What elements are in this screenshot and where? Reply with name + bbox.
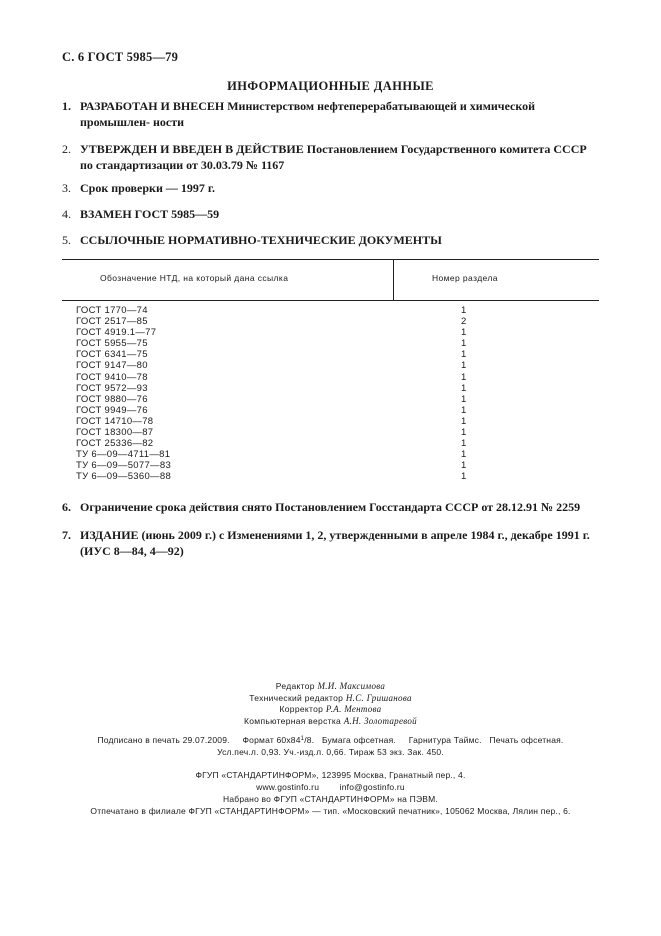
row-section: 1 <box>461 349 467 361</box>
credit-editor: Редактор М.И. Максимова <box>275 681 386 691</box>
item-number: 2. <box>62 142 71 156</box>
table-row <box>62 471 599 482</box>
row-document: ГОСТ 2517—85 <box>76 316 148 328</box>
item-number: 5. <box>62 233 71 247</box>
publisher-imprint <box>0 769 661 817</box>
item-text: — 1997 г. <box>165 181 215 195</box>
table-top-rule <box>62 259 599 260</box>
row-document: ГОСТ 9949—76 <box>76 404 148 416</box>
page-header: С. 6 ГОСТ 5985—79 <box>62 50 179 64</box>
table-row <box>62 438 599 449</box>
table-row <box>62 405 599 416</box>
table-row <box>62 305 599 316</box>
row-document: ТУ 6—09—5360—88 <box>76 471 172 483</box>
section-title: ИНФОРМАЦИОННЫЕ ДАННЫЕ <box>227 79 434 93</box>
info-item-5 <box>62 232 602 248</box>
credit-layout: Компьютерная верстка А.Н. Золотаревой <box>244 715 417 726</box>
credit-corrector: Корректор Р.А. Ментова <box>279 704 382 714</box>
row-document: ГОСТ 5955—75 <box>76 338 148 350</box>
table-row <box>62 338 599 349</box>
table-row <box>62 383 599 394</box>
imprint-printed: Отпечатано в филиале ФГУП «СТАНДАРТИНФОРМ» — тип. «Московский печатник», 105062 Москва, Лялин пер., 6. <box>90 806 571 816</box>
item-number: 1. <box>62 99 71 113</box>
info-item-7 <box>62 527 602 559</box>
row-section: 1 <box>461 393 467 405</box>
print-line-2: Усл.печ.л. 0,93. Уч.-изд.л. 0,66. Тираж 53 экз. Зак. 450. <box>217 747 444 757</box>
row-document: ТУ 6—09—5077—83 <box>76 460 172 472</box>
table-row <box>62 316 599 327</box>
item-number: 6. <box>62 500 71 514</box>
info-item-4 <box>62 206 602 222</box>
row-section: 1 <box>461 371 467 383</box>
item-number: 4. <box>62 207 71 221</box>
item-number: 3. <box>62 181 71 195</box>
info-item-1 <box>62 98 602 130</box>
imprint-publisher: ФГУП «СТАНДАРТИНФОРМ», 123995 Москва, Гранатный пер., 4. <box>195 770 466 780</box>
item-text: (июнь 2009 г.) с Изменениями 1, 2, утвержденными в апреле 1984 г., декабре 1991 г. (ИУС 8—84, 4—92) <box>80 528 590 558</box>
row-document: ГОСТ 9572—93 <box>76 382 148 394</box>
credit-tech-editor: Технический редактор Н.С. Гришанова <box>249 692 412 703</box>
website-link[interactable]: www.gostinfo.ru <box>256 782 320 792</box>
table-row <box>62 394 599 405</box>
print-details <box>0 733 661 758</box>
table-row <box>62 372 599 383</box>
row-section: 1 <box>461 471 467 483</box>
info-item-3 <box>62 180 602 196</box>
row-section: 1 <box>461 460 467 472</box>
row-document: ГОСТ 1770—74 <box>76 305 148 316</box>
item-lead: ССЫЛОЧНЫЕ НОРМАТИВНО-ТЕХНИЧЕСКИЕ ДОКУМЕНТЫ <box>80 233 442 247</box>
row-section: 2 <box>461 316 467 328</box>
table-row <box>62 416 599 427</box>
row-document: ТУ 6—09—4711—81 <box>76 449 171 461</box>
credits-block <box>0 681 661 727</box>
table-row <box>62 360 599 371</box>
item-lead: Ограничение срока действия снято Постановлением Госстандарта СССР от 28.12.91 № 2259 <box>80 500 581 514</box>
row-document: ГОСТ 9880—76 <box>76 393 148 405</box>
row-section: 1 <box>461 427 467 439</box>
table-column-divider <box>393 259 394 300</box>
table-row <box>62 349 599 360</box>
table-row <box>62 327 599 338</box>
info-item-2 <box>62 141 602 173</box>
row-section: 1 <box>461 305 467 316</box>
item-lead: УТВЕРЖДЕН И ВВЕДЕН В ДЕЙСТВИЕ <box>80 142 304 156</box>
item-lead: ВЗАМЕН ГОСТ 5985—59 <box>80 207 220 221</box>
table-row <box>62 449 599 460</box>
item-lead: Срок проверки <box>80 181 163 195</box>
row-document: ГОСТ 14710—78 <box>76 415 154 427</box>
table-row <box>62 427 599 438</box>
info-item-6 <box>62 499 602 515</box>
imprint-contacts <box>0 781 661 793</box>
row-section: 1 <box>461 438 467 450</box>
item-text: Министерством нефтеперерабатывающей и химической промышлен- ности <box>80 99 536 129</box>
row-section: 1 <box>461 327 467 339</box>
row-section: 1 <box>461 404 467 416</box>
row-section: 1 <box>461 415 467 427</box>
print-line-1: Подписано в печать 29.07.2009. Формат $60x84^1/8$. Бумага офсетная. Гарнитура Таймс. Печать офсетная. <box>97 735 564 745</box>
table-body <box>62 305 599 483</box>
email-link[interactable]: info@gostinfo.ru <box>339 782 405 792</box>
row-document: ГОСТ 4919.1—77 <box>76 327 157 339</box>
row-document: ГОСТ 25336—82 <box>76 438 154 450</box>
row-document: ГОСТ 9147—80 <box>76 360 148 372</box>
row-section: 1 <box>461 338 467 350</box>
column-header-section: Номер раздела <box>432 273 498 283</box>
row-section: 1 <box>461 449 467 461</box>
item-lead: ИЗДАНИЕ <box>80 528 139 542</box>
row-section: 1 <box>461 360 467 372</box>
row-document: ГОСТ 18300—87 <box>76 427 154 439</box>
table-header-rule <box>62 300 599 301</box>
column-header-document: Обозначение НТД, на который дана ссылка <box>100 273 289 283</box>
item-lead: РАЗРАБОТАН И ВНЕСЕН <box>80 99 225 113</box>
item-number: 7. <box>62 528 71 542</box>
row-document: ГОСТ 9410—78 <box>76 371 148 383</box>
imprint-typeset: Набрано во ФГУП «СТАНДАРТИНФОРМ» на ПЭВМ. <box>222 794 438 804</box>
row-document: ГОСТ 6341—75 <box>76 349 148 361</box>
item-text: Постановлением Государственного комитета СССР по стандартизации от 30.03.79 № 1167 <box>80 142 587 172</box>
row-section: 1 <box>461 382 467 394</box>
table-row <box>62 460 599 471</box>
